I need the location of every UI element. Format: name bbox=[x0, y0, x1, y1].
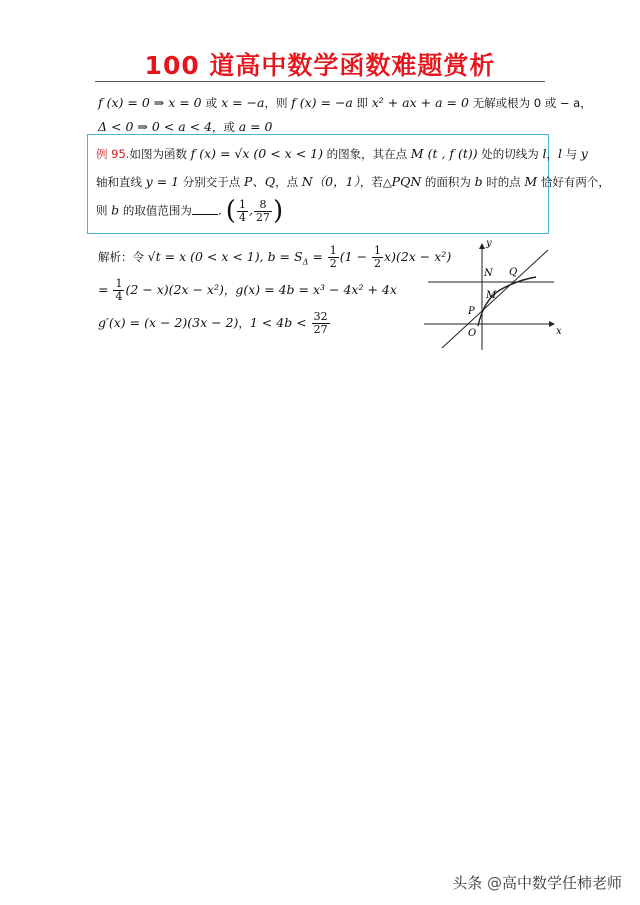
paren-right: ) bbox=[272, 196, 284, 226]
text: M (t , f (t)) bbox=[410, 146, 478, 161]
label-m: M bbox=[486, 290, 497, 301]
text: PQN bbox=[391, 174, 422, 189]
subscript: Δ bbox=[302, 257, 309, 267]
text: = bbox=[308, 249, 327, 264]
label-y: y bbox=[486, 238, 492, 249]
text: 分别交于点 bbox=[179, 175, 244, 189]
text: (2 − x)(2x − x²) bbox=[125, 282, 224, 297]
text: b bbox=[474, 174, 483, 189]
text: 或 bbox=[205, 96, 218, 110]
text: M bbox=[524, 174, 538, 189]
example-label: 例 95. bbox=[96, 147, 130, 161]
solution-line-3 bbox=[98, 311, 331, 336]
solution-line-2 bbox=[98, 278, 397, 303]
denominator: 27 bbox=[255, 210, 270, 224]
text: y bbox=[580, 146, 588, 161]
text: 1 < 4b < bbox=[249, 315, 311, 330]
text: √t = x (0 < x < 1), b = S bbox=[147, 249, 303, 264]
text: y = 1 bbox=[145, 174, 180, 189]
text: 解析：令 bbox=[98, 250, 148, 264]
prev-solution-line-1 bbox=[98, 95, 592, 111]
label-p: P bbox=[468, 306, 475, 317]
fraction bbox=[237, 199, 248, 224]
text: x² + ax + a = 0 bbox=[371, 95, 469, 110]
text: N（0，1） bbox=[301, 174, 360, 189]
text: 处的切线为 bbox=[477, 147, 543, 161]
watermark-source: 头条 bbox=[452, 874, 487, 892]
text: Δ < 0 ⇒ 0 < a < 4 bbox=[98, 119, 213, 134]
example-line-2 bbox=[96, 172, 610, 190]
text: 轴和直线 bbox=[96, 175, 146, 189]
text: (1 − bbox=[339, 249, 372, 264]
text: ，点 bbox=[275, 175, 302, 189]
fraction bbox=[312, 311, 330, 336]
denominator: 27 bbox=[313, 323, 328, 336]
text: ， bbox=[546, 147, 558, 161]
text: ，或 bbox=[212, 120, 239, 134]
watermark-author: 高中数学任柿老师 bbox=[501, 874, 622, 892]
text: 恰好有两个， bbox=[537, 175, 610, 189]
text: x = −a bbox=[217, 95, 265, 110]
numerator: 1 bbox=[115, 277, 123, 290]
text: a = 0 bbox=[238, 119, 273, 134]
numerator: 32 bbox=[313, 310, 328, 323]
denominator: 4 bbox=[115, 290, 123, 303]
example-line-1 bbox=[96, 146, 588, 162]
text: . bbox=[217, 202, 222, 218]
numerator: 1 bbox=[238, 197, 246, 211]
text: P、Q bbox=[243, 174, 276, 189]
label-x: x bbox=[556, 326, 562, 337]
label-o: O bbox=[468, 328, 477, 339]
text: ， bbox=[223, 283, 236, 297]
watermark-at: @ bbox=[486, 874, 502, 892]
page-title: 100 道高中数学函数难题赏析 bbox=[144, 51, 496, 80]
denominator: 2 bbox=[329, 257, 337, 270]
text: = bbox=[98, 282, 113, 297]
text: b bbox=[111, 202, 120, 218]
paren-left: ( bbox=[225, 196, 236, 226]
title-divider bbox=[95, 81, 545, 82]
fraction bbox=[254, 199, 272, 224]
numerator: 1 bbox=[329, 244, 337, 257]
text: l bbox=[557, 146, 562, 161]
denominator: 2 bbox=[374, 257, 382, 270]
example-line-3 bbox=[96, 198, 283, 224]
label-n: N bbox=[484, 268, 493, 279]
text: 的取值范围为 bbox=[119, 203, 192, 218]
prev-solution-line-2 bbox=[98, 119, 273, 135]
watermark bbox=[452, 872, 622, 893]
denominator: 4 bbox=[238, 210, 246, 224]
text: 如图为函数 bbox=[129, 147, 191, 161]
text: f (x) = −a bbox=[291, 95, 353, 110]
fraction bbox=[372, 245, 383, 270]
text: 的图象，其在点 bbox=[322, 147, 411, 161]
text: f (x) = √x (0 < x < 1) bbox=[190, 146, 323, 161]
label-q: Q bbox=[509, 267, 518, 278]
text: ，则 bbox=[264, 96, 292, 110]
text: 即 bbox=[352, 96, 372, 110]
text: 时的点 bbox=[482, 175, 525, 189]
text: ，若△ bbox=[359, 175, 392, 189]
text: f (x) = 0 ⇒ x = 0 bbox=[98, 95, 206, 110]
text: g′(x) = (x − 2)(3x − 2) bbox=[98, 315, 239, 330]
text: 与 bbox=[561, 147, 581, 161]
solution-line-1 bbox=[98, 245, 451, 270]
comma: , bbox=[248, 202, 253, 218]
text: 无解或根为 0 或 − a， bbox=[468, 96, 592, 110]
answer-blank bbox=[192, 204, 218, 215]
numerator: 1 bbox=[374, 244, 382, 257]
text: l bbox=[542, 146, 547, 161]
function-graph bbox=[420, 238, 570, 353]
text: ， bbox=[238, 316, 250, 330]
text: x)(2x − x²) bbox=[384, 249, 452, 264]
fraction bbox=[113, 278, 124, 303]
text: 则 bbox=[96, 203, 112, 218]
sqrt-curve bbox=[478, 277, 536, 326]
text: g(x) = 4b = x³ − 4x² + 4x bbox=[235, 282, 397, 297]
numerator: 8 bbox=[254, 199, 272, 212]
fraction bbox=[328, 245, 339, 270]
text: 的面积为 bbox=[421, 175, 475, 189]
